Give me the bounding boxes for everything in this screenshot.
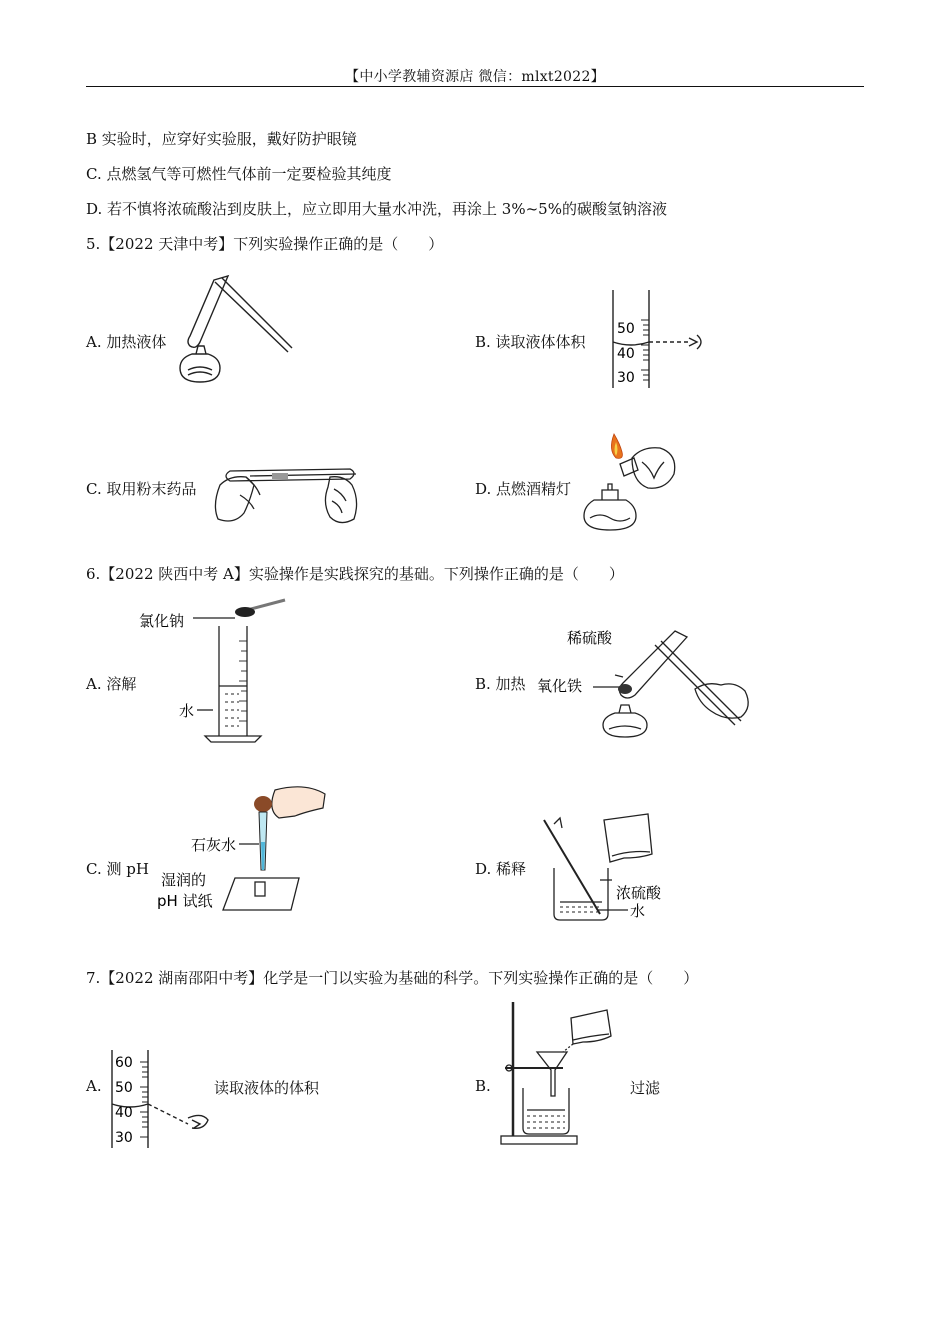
q6-label-iron-oxide: 氧化铁 [537, 677, 583, 695]
q5-option-c: C. 取用粉末药品 [86, 480, 197, 498]
q5-tick-30: 30 [617, 370, 635, 386]
q5-tick-50: 50 [617, 321, 635, 337]
q7-caption-b: 过滤 [630, 1079, 661, 1097]
q7-tick-50: 50 [115, 1080, 133, 1096]
q5-option-a: A. 加热液体 [86, 333, 167, 351]
q6-heating-figure [535, 625, 755, 745]
q6-option-c: C. 测 pH [86, 860, 149, 878]
q7-stem: 7.【2022 湖南邵阳中考】化学是一门以实验为基础的科学。下列实验操作正确的是（ ） [86, 969, 699, 987]
q6-label-water-a: 水 [179, 702, 195, 720]
q6-label-ph-paper: pH 试纸 [157, 892, 213, 910]
q5-tick-40: 40 [617, 346, 635, 362]
q6-option-d: D. 稀释 [475, 860, 527, 878]
q6-label-sodium-chloride: 氯化钠 [139, 612, 185, 630]
q5-option-d: D. 点燃酒精灯 [475, 480, 572, 498]
q7-option-b: B. [475, 1077, 491, 1095]
header-rule [86, 86, 864, 87]
q6-label-conc-acid: 浓硫酸 [616, 884, 662, 902]
q6-label-limewater: 石灰水 [191, 836, 237, 854]
prev-option-d: D. 若不慎将浓硫酸沾到皮肤上，应立即用大量水冲洗，再涂上 3%~5%的碳酸氢钠溶液 [86, 200, 667, 218]
q6-diluting-figure [540, 810, 680, 922]
q6-stem: 6.【2022 陕西中考 A】实验操作是实践探究的基础。下列操作正确的是（ ） [86, 565, 624, 583]
q7-option-a: A. [86, 1077, 102, 1095]
q6-label-dilute-acid: 稀硫酸 [567, 629, 613, 647]
q7-filtering-figure [497, 1000, 622, 1148]
q6-dissolving-figure [135, 596, 295, 746]
prev-option-c: C. 点燃氢气等可燃性气体前一定要检验其纯度 [86, 165, 392, 183]
q7-caption-a: 读取液体的体积 [214, 1079, 320, 1097]
q5-powder-sampling-figure [210, 455, 365, 533]
q6-option-b: B. 加热 [475, 675, 526, 693]
q6-ph-test-figure [155, 782, 335, 917]
q6-option-a: A. 溶解 [86, 675, 137, 693]
q6-label-water-d: 水 [630, 902, 646, 920]
q7-tick-60: 60 [115, 1055, 133, 1071]
q5-lighting-lamp-figure [580, 428, 680, 533]
q7-tick-40: 40 [115, 1105, 133, 1121]
q5-read-volume-figure [605, 290, 715, 390]
q7-tick-30: 30 [115, 1130, 133, 1146]
q5-option-b: B. 读取液体体积 [475, 333, 586, 351]
q5-heating-liquid-figure [170, 272, 295, 392]
prev-option-b: B 实验时，应穿好实验服，戴好防护眼镜 [86, 130, 357, 148]
q6-label-moist: 湿润的 [161, 871, 207, 889]
page-header: 【中小学教辅资源店 微信：mlxt2022】 [345, 69, 605, 85]
q7-read-volume-figure [108, 1050, 218, 1150]
q5-stem: 5.【2022 天津中考】下列实验操作正确的是（ ） [86, 235, 444, 253]
